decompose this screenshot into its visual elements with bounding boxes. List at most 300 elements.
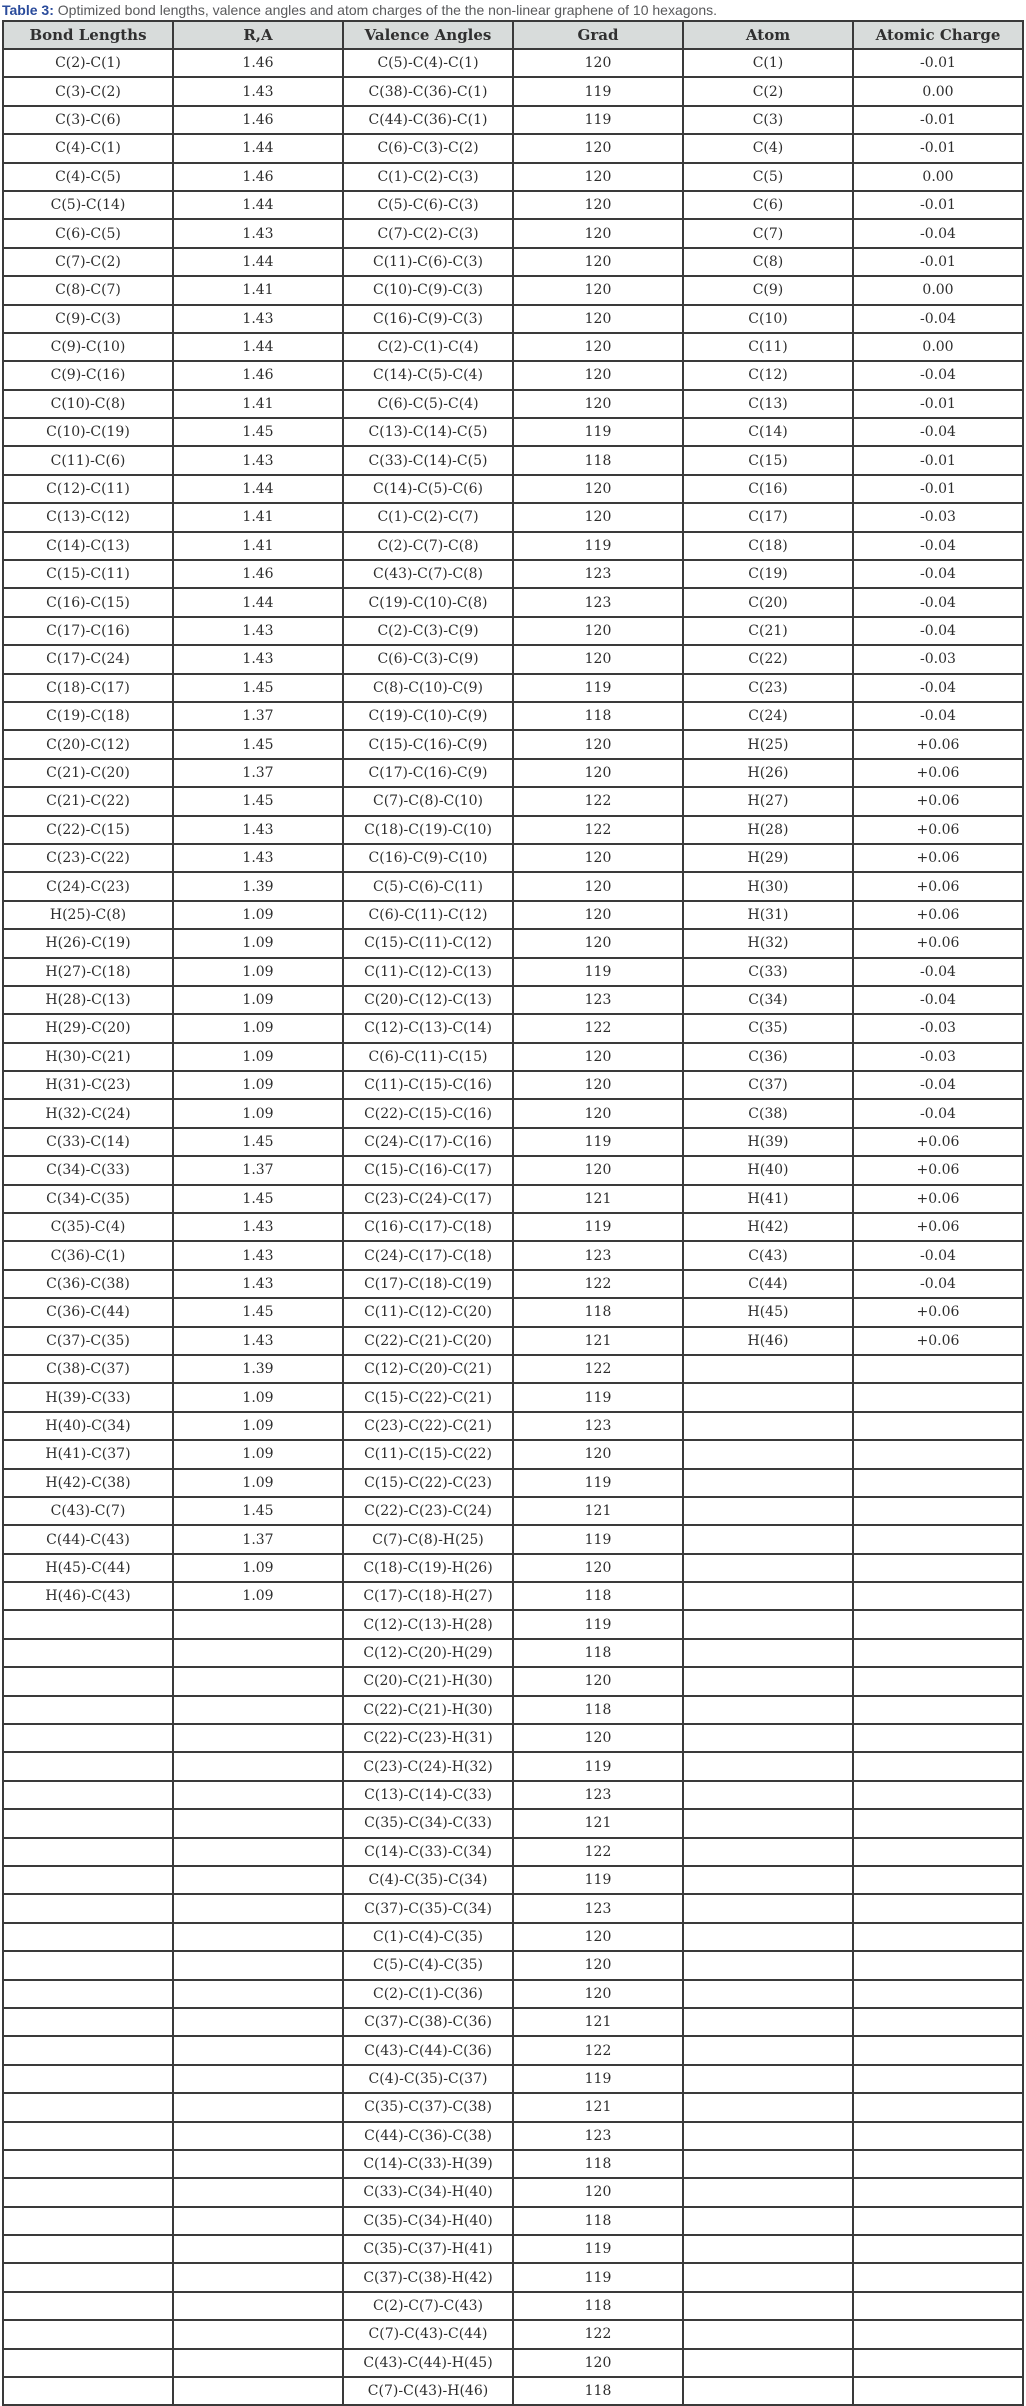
table-row	[3, 333, 1023, 361]
table-row	[3, 191, 1023, 219]
cell-r-a: 1.43	[173, 1241, 343, 1269]
cell-bond-length: C(13)-C(12)	[3, 503, 173, 531]
cell-bond-length: C(9)-C(16)	[3, 361, 173, 389]
cell-grad: 123	[513, 986, 683, 1014]
cell-atomic-charge: -0.04	[853, 532, 1023, 560]
table-row	[3, 674, 1023, 702]
cell-bond-length: C(24)-C(23)	[3, 872, 173, 900]
cell-atomic-charge: -0.04	[853, 1241, 1023, 1269]
cell-atomic-charge	[853, 1639, 1023, 1667]
cell-valence-angle: C(22)-C(15)-C(16)	[343, 1099, 513, 1127]
cell-bond-length	[3, 1724, 173, 1752]
cell-atom	[683, 1610, 853, 1638]
cell-r-a	[173, 2093, 343, 2121]
cell-r-a: 1.09	[173, 1554, 343, 1582]
cell-bond-length: H(42)-C(38)	[3, 1469, 173, 1497]
cell-bond-length	[3, 1639, 173, 1667]
cell-atom	[683, 2292, 853, 2320]
cell-atomic-charge: +0.06	[853, 730, 1023, 758]
column-header-atomic-charge: Atomic Charge	[853, 21, 1023, 49]
cell-valence-angle: C(43)-C(44)-C(36)	[343, 2036, 513, 2064]
cell-grad: 119	[513, 1866, 683, 1894]
cell-bond-length: H(27)-C(18)	[3, 958, 173, 986]
cell-atom: H(32)	[683, 929, 853, 957]
cell-r-a: 1.44	[173, 588, 343, 616]
cell-r-a: 1.46	[173, 163, 343, 191]
cell-valence-angle: C(12)-C(13)-C(14)	[343, 1014, 513, 1042]
cell-atomic-charge	[853, 2263, 1023, 2291]
cell-r-a: 1.09	[173, 1043, 343, 1071]
cell-r-a: 1.45	[173, 730, 343, 758]
cell-atom: H(27)	[683, 787, 853, 815]
cell-grad: 119	[513, 1213, 683, 1241]
cell-r-a	[173, 1752, 343, 1780]
cell-bond-length: C(17)-C(16)	[3, 617, 173, 645]
cell-valence-angle: C(16)-C(9)-C(10)	[343, 844, 513, 872]
cell-atom	[683, 1639, 853, 1667]
cell-bond-length	[3, 2292, 173, 2320]
cell-r-a: 1.44	[173, 191, 343, 219]
cell-valence-angle: C(15)-C(16)-C(17)	[343, 1156, 513, 1184]
cell-r-a	[173, 2122, 343, 2150]
cell-atomic-charge: -0.04	[853, 1071, 1023, 1099]
cell-atomic-charge	[853, 1610, 1023, 1638]
cell-atomic-charge: -0.01	[853, 49, 1023, 77]
cell-atomic-charge	[853, 1838, 1023, 1866]
cell-grad: 122	[513, 1270, 683, 1298]
cell-atomic-charge	[853, 1469, 1023, 1497]
table-row	[3, 1809, 1023, 1837]
cell-atom	[683, 1781, 853, 1809]
cell-r-a	[173, 1951, 343, 1979]
cell-grad: 119	[513, 2065, 683, 2093]
cell-atomic-charge	[853, 2150, 1023, 2178]
cell-atom: H(29)	[683, 844, 853, 872]
cell-bond-length	[3, 2122, 173, 2150]
cell-valence-angle: C(6)-C(3)-C(2)	[343, 134, 513, 162]
table-row	[3, 1866, 1023, 1894]
cell-valence-angle: C(18)-C(19)-C(10)	[343, 816, 513, 844]
cell-bond-length: C(36)-C(38)	[3, 1270, 173, 1298]
cell-bond-length: C(9)-C(3)	[3, 305, 173, 333]
cell-atom	[683, 1838, 853, 1866]
table-row	[3, 49, 1023, 77]
table-row	[3, 219, 1023, 247]
cell-r-a: 1.09	[173, 1582, 343, 1610]
cell-atom: H(42)	[683, 1213, 853, 1241]
cell-valence-angle: C(14)-C(33)-H(39)	[343, 2150, 513, 2178]
cell-grad: 120	[513, 475, 683, 503]
cell-r-a: 1.09	[173, 1014, 343, 1042]
cell-atom: H(41)	[683, 1185, 853, 1213]
cell-bond-length: C(10)-C(8)	[3, 390, 173, 418]
table-row	[3, 617, 1023, 645]
table-caption	[0, 0, 1026, 20]
table-row	[3, 759, 1023, 787]
cell-atomic-charge	[853, 1667, 1023, 1695]
cell-r-a: 1.37	[173, 759, 343, 787]
cell-r-a: 1.09	[173, 958, 343, 986]
cell-atomic-charge	[853, 1383, 1023, 1411]
cell-atomic-charge: +0.06	[853, 816, 1023, 844]
cell-valence-angle: C(22)-C(23)-H(31)	[343, 1724, 513, 1752]
cell-atom: C(34)	[683, 986, 853, 1014]
cell-atomic-charge	[853, 2320, 1023, 2348]
cell-atomic-charge	[853, 2178, 1023, 2206]
cell-valence-angle: C(7)-C(8)-C(10)	[343, 787, 513, 815]
cell-r-a	[173, 2235, 343, 2263]
cell-grad: 118	[513, 702, 683, 730]
cell-grad: 123	[513, 560, 683, 588]
cell-valence-angle: C(5)-C(4)-C(35)	[343, 1951, 513, 1979]
cell-bond-length	[3, 1866, 173, 1894]
cell-grad: 120	[513, 361, 683, 389]
cell-atom: C(13)	[683, 390, 853, 418]
cell-valence-angle: C(23)-C(24)-H(32)	[343, 1752, 513, 1780]
cell-bond-length: H(26)-C(19)	[3, 929, 173, 957]
cell-bond-length: C(22)-C(15)	[3, 816, 173, 844]
table-row	[3, 1440, 1023, 1468]
cell-valence-angle: C(5)-C(6)-C(11)	[343, 872, 513, 900]
cell-atomic-charge: -0.04	[853, 418, 1023, 446]
cell-atom: C(21)	[683, 617, 853, 645]
cell-valence-angle: C(15)-C(22)-C(23)	[343, 1469, 513, 1497]
cell-valence-angle: C(16)-C(17)-C(18)	[343, 1213, 513, 1241]
cell-valence-angle: C(19)-C(10)-C(8)	[343, 588, 513, 616]
table-row	[3, 1980, 1023, 2008]
cell-grad: 119	[513, 674, 683, 702]
table-row	[3, 2178, 1023, 2206]
cell-bond-length: C(34)-C(35)	[3, 1185, 173, 1213]
cell-bond-length: C(3)-C(2)	[3, 77, 173, 105]
cell-bond-length: C(36)-C(44)	[3, 1298, 173, 1326]
cell-atom	[683, 1980, 853, 2008]
cell-r-a: 1.43	[173, 446, 343, 474]
cell-bond-length	[3, 2178, 173, 2206]
cell-r-a: 1.45	[173, 418, 343, 446]
table-row	[3, 1128, 1023, 1156]
cell-valence-angle: C(6)-C(11)-C(15)	[343, 1043, 513, 1071]
table-row	[3, 1497, 1023, 1525]
cell-atomic-charge	[853, 1809, 1023, 1837]
cell-bond-length: H(41)-C(37)	[3, 1440, 173, 1468]
cell-valence-angle: C(4)-C(35)-C(37)	[343, 2065, 513, 2093]
cell-grad: 118	[513, 1639, 683, 1667]
cell-atom: C(16)	[683, 475, 853, 503]
cell-atom: C(3)	[683, 106, 853, 134]
cell-valence-angle: C(38)-C(36)-C(1)	[343, 77, 513, 105]
cell-atomic-charge: +0.06	[853, 929, 1023, 957]
cell-atom: C(19)	[683, 560, 853, 588]
cell-atomic-charge	[853, 2235, 1023, 2263]
cell-r-a: 1.44	[173, 475, 343, 503]
table-row	[3, 2122, 1023, 2150]
cell-r-a	[173, 1923, 343, 1951]
table-row	[3, 872, 1023, 900]
cell-r-a	[173, 2150, 343, 2178]
table-row	[3, 1156, 1023, 1184]
cell-valence-angle: C(13)-C(14)-C(33)	[343, 1781, 513, 1809]
cell-atom	[683, 1696, 853, 1724]
cell-bond-length: C(7)-C(2)	[3, 248, 173, 276]
cell-grad: 120	[513, 872, 683, 900]
cell-valence-angle: C(17)-C(18)-C(19)	[343, 1270, 513, 1298]
table-row	[3, 1838, 1023, 1866]
cell-valence-angle: C(2)-C(1)-C(4)	[343, 333, 513, 361]
cell-bond-length	[3, 2065, 173, 2093]
table-row	[3, 986, 1023, 1014]
cell-bond-length: C(4)-C(1)	[3, 134, 173, 162]
cell-bond-length: C(9)-C(10)	[3, 333, 173, 361]
cell-atomic-charge: -0.01	[853, 446, 1023, 474]
cell-bond-length	[3, 1894, 173, 1922]
cell-atom	[683, 2207, 853, 2235]
column-header-valence-angles: Valence Angles	[343, 21, 513, 49]
cell-valence-angle: C(44)-C(36)-C(38)	[343, 2122, 513, 2150]
table-row	[3, 2349, 1023, 2377]
table-row	[3, 1752, 1023, 1780]
table-row	[3, 418, 1023, 446]
cell-atom: H(45)	[683, 1298, 853, 1326]
cell-atomic-charge: -0.01	[853, 134, 1023, 162]
table-row	[3, 1894, 1023, 1922]
table-row	[3, 1412, 1023, 1440]
cell-valence-angle: C(35)-C(34)-H(40)	[343, 2207, 513, 2235]
cell-bond-length	[3, 1781, 173, 1809]
cell-valence-angle: C(13)-C(14)-C(5)	[343, 418, 513, 446]
cell-atom: C(44)	[683, 1270, 853, 1298]
table-row	[3, 929, 1023, 957]
cell-atom	[683, 1412, 853, 1440]
cell-atomic-charge	[853, 1554, 1023, 1582]
cell-valence-angle: C(24)-C(17)-C(16)	[343, 1128, 513, 1156]
cell-grad: 120	[513, 134, 683, 162]
cell-valence-angle: C(22)-C(21)-C(20)	[343, 1327, 513, 1355]
cell-grad: 119	[513, 1383, 683, 1411]
cell-grad: 121	[513, 1809, 683, 1837]
cell-valence-angle: C(22)-C(23)-C(24)	[343, 1497, 513, 1525]
column-header-bond-lengths: Bond Lengths	[3, 21, 173, 49]
table-row	[3, 106, 1023, 134]
table-row	[3, 1099, 1023, 1127]
cell-atom: H(40)	[683, 1156, 853, 1184]
cell-r-a: 1.37	[173, 1525, 343, 1553]
cell-r-a: 1.43	[173, 645, 343, 673]
cell-valence-angle: C(6)-C(5)-C(4)	[343, 390, 513, 418]
cell-grad: 121	[513, 1327, 683, 1355]
cell-bond-length: H(30)-C(21)	[3, 1043, 173, 1071]
table-row	[3, 1525, 1023, 1553]
cell-atom	[683, 1440, 853, 1468]
table-row	[3, 361, 1023, 389]
table-row	[3, 1469, 1023, 1497]
cell-bond-length: C(2)-C(1)	[3, 49, 173, 77]
cell-bond-length: C(34)-C(33)	[3, 1156, 173, 1184]
table-row	[3, 1610, 1023, 1638]
table-row	[3, 248, 1023, 276]
table-row	[3, 730, 1023, 758]
cell-grad: 121	[513, 1497, 683, 1525]
cell-bond-length	[3, 1838, 173, 1866]
cell-atomic-charge: +0.06	[853, 1298, 1023, 1326]
cell-valence-angle: C(19)-C(10)-C(9)	[343, 702, 513, 730]
cell-bond-length: C(5)-C(14)	[3, 191, 173, 219]
cell-atom: H(30)	[683, 872, 853, 900]
cell-atomic-charge: 0.00	[853, 163, 1023, 191]
cell-atomic-charge: +0.06	[853, 872, 1023, 900]
cell-atomic-charge	[853, 1980, 1023, 2008]
cell-valence-angle: C(4)-C(35)-C(34)	[343, 1866, 513, 1894]
cell-grad: 118	[513, 1582, 683, 1610]
cell-atom: C(14)	[683, 418, 853, 446]
cell-r-a: 1.45	[173, 1497, 343, 1525]
cell-r-a: 1.45	[173, 1128, 343, 1156]
cell-atomic-charge: +0.06	[853, 1156, 1023, 1184]
cell-atom: C(20)	[683, 588, 853, 616]
cell-valence-angle: C(5)-C(4)-C(1)	[343, 49, 513, 77]
cell-atom	[683, 1724, 853, 1752]
table-row	[3, 1923, 1023, 1951]
cell-valence-angle: C(12)-C(20)-C(21)	[343, 1355, 513, 1383]
table-row	[3, 702, 1023, 730]
cell-grad: 123	[513, 588, 683, 616]
cell-valence-angle: C(1)-C(2)-C(3)	[343, 163, 513, 191]
cell-atom	[683, 2093, 853, 2121]
table-row	[3, 1355, 1023, 1383]
cell-grad: 118	[513, 446, 683, 474]
cell-atom	[683, 1866, 853, 1894]
cell-grad: 120	[513, 901, 683, 929]
cell-atom: C(7)	[683, 219, 853, 247]
cell-atom: C(17)	[683, 503, 853, 531]
cell-grad: 120	[513, 2349, 683, 2377]
cell-atomic-charge: -0.01	[853, 248, 1023, 276]
cell-bond-length	[3, 2036, 173, 2064]
cell-atomic-charge: -0.04	[853, 361, 1023, 389]
table-row	[3, 1185, 1023, 1213]
cell-atomic-charge	[853, 1497, 1023, 1525]
cell-atom	[683, 2122, 853, 2150]
cell-atom: C(33)	[683, 958, 853, 986]
table-row	[3, 2150, 1023, 2178]
cell-grad: 120	[513, 333, 683, 361]
cell-bond-length: H(32)-C(24)	[3, 1099, 173, 1127]
cell-r-a: 1.43	[173, 77, 343, 105]
cell-grad: 123	[513, 2122, 683, 2150]
cell-valence-angle: C(11)-C(12)-C(20)	[343, 1298, 513, 1326]
cell-valence-angle: C(12)-C(13)-H(28)	[343, 1610, 513, 1638]
cell-atom	[683, 2377, 853, 2405]
cell-grad: 122	[513, 1355, 683, 1383]
cell-atom: H(26)	[683, 759, 853, 787]
cell-atomic-charge: -0.01	[853, 106, 1023, 134]
cell-r-a: 1.45	[173, 1185, 343, 1213]
cell-atom: C(4)	[683, 134, 853, 162]
cell-r-a: 1.43	[173, 816, 343, 844]
cell-valence-angle: C(37)-C(35)-C(34)	[343, 1894, 513, 1922]
cell-valence-angle: C(8)-C(10)-C(9)	[343, 674, 513, 702]
cell-r-a: 1.44	[173, 333, 343, 361]
cell-atomic-charge	[853, 1440, 1023, 1468]
cell-atom: C(35)	[683, 1014, 853, 1042]
cell-grad: 118	[513, 2377, 683, 2405]
cell-grad: 122	[513, 2036, 683, 2064]
cell-grad: 122	[513, 1838, 683, 1866]
cell-valence-angle: C(1)-C(4)-C(35)	[343, 1923, 513, 1951]
table-row	[3, 958, 1023, 986]
cell-atomic-charge	[853, 2065, 1023, 2093]
cell-r-a	[173, 1894, 343, 1922]
cell-atom: C(6)	[683, 191, 853, 219]
column-header-r-a: R,A	[173, 21, 343, 49]
cell-grad: 119	[513, 1752, 683, 1780]
cell-grad: 120	[513, 276, 683, 304]
table-row	[3, 1582, 1023, 1610]
cell-atomic-charge: -0.04	[853, 702, 1023, 730]
cell-valence-angle: C(33)-C(14)-C(5)	[343, 446, 513, 474]
cell-bond-length: C(11)-C(6)	[3, 446, 173, 474]
table-row	[3, 2377, 1023, 2405]
cell-bond-length	[3, 2150, 173, 2178]
cell-atom	[683, 1752, 853, 1780]
cell-atom: C(43)	[683, 1241, 853, 1269]
cell-valence-angle: C(7)-C(43)-C(44)	[343, 2320, 513, 2348]
cell-valence-angle: C(7)-C(2)-C(3)	[343, 219, 513, 247]
cell-valence-angle: C(44)-C(36)-C(1)	[343, 106, 513, 134]
cell-atom: C(36)	[683, 1043, 853, 1071]
cell-r-a: 1.41	[173, 390, 343, 418]
cell-r-a: 1.43	[173, 1213, 343, 1241]
cell-atomic-charge	[853, 1525, 1023, 1553]
table-row	[3, 901, 1023, 929]
cell-bond-length: C(19)-C(18)	[3, 702, 173, 730]
table-row	[3, 2292, 1023, 2320]
cell-r-a: 1.39	[173, 872, 343, 900]
cell-valence-angle: C(7)-C(43)-H(46)	[343, 2377, 513, 2405]
table-row	[3, 2093, 1023, 2121]
cell-grad: 122	[513, 787, 683, 815]
cell-valence-angle: C(17)-C(16)-C(9)	[343, 759, 513, 787]
cell-r-a: 1.46	[173, 560, 343, 588]
table-row	[3, 560, 1023, 588]
cell-atom: C(5)	[683, 163, 853, 191]
cell-r-a: 1.39	[173, 1355, 343, 1383]
cell-bond-length: C(43)-C(7)	[3, 1497, 173, 1525]
cell-grad: 119	[513, 532, 683, 560]
cell-atom: C(38)	[683, 1099, 853, 1127]
cell-atomic-charge	[853, 1894, 1023, 1922]
cell-valence-angle: C(20)-C(12)-C(13)	[343, 986, 513, 1014]
cell-bond-length: C(4)-C(5)	[3, 163, 173, 191]
cell-atomic-charge: -0.04	[853, 219, 1023, 247]
table-row	[3, 163, 1023, 191]
cell-r-a	[173, 1980, 343, 2008]
cell-valence-angle: C(16)-C(9)-C(3)	[343, 305, 513, 333]
table-row	[3, 1951, 1023, 1979]
table-row	[3, 2320, 1023, 2348]
cell-bond-length	[3, 2207, 173, 2235]
table-row	[3, 1071, 1023, 1099]
cell-valence-angle: C(43)-C(7)-C(8)	[343, 560, 513, 588]
cell-atom	[683, 2065, 853, 2093]
table-row	[3, 446, 1023, 474]
cell-r-a	[173, 2036, 343, 2064]
cell-atomic-charge: +0.06	[853, 759, 1023, 787]
cell-grad: 120	[513, 191, 683, 219]
cell-r-a: 1.43	[173, 844, 343, 872]
cell-bond-length: H(25)-C(8)	[3, 901, 173, 929]
cell-grad: 123	[513, 1412, 683, 1440]
